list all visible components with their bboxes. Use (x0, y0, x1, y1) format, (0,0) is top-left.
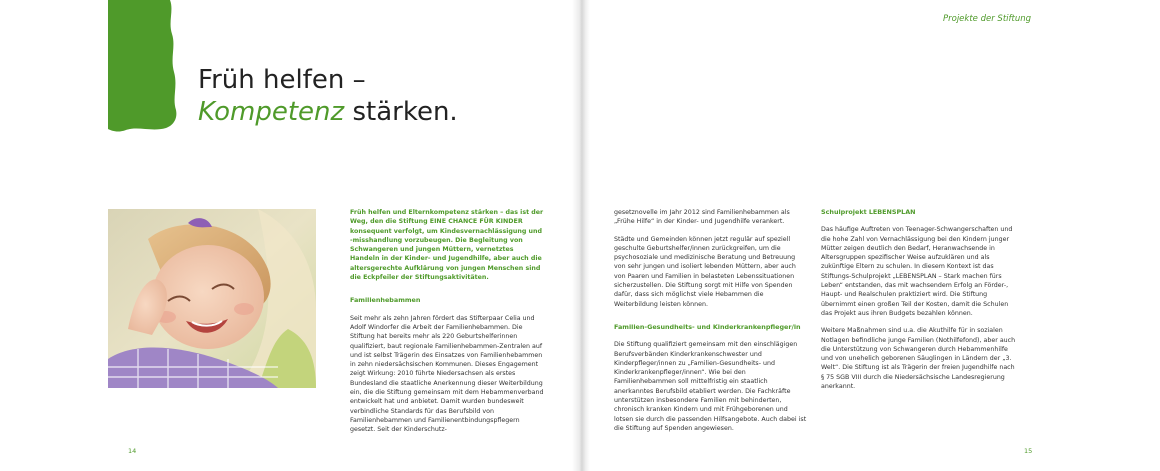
book-gutter (572, 0, 590, 471)
right-column-2 (821, 208, 1019, 399)
section-heading-pfleger: Familien-Gesundheits- und Kinderkrankenpfleger/in (614, 322, 801, 331)
right-column-1 (614, 208, 808, 441)
page-number-left: 14 (128, 447, 137, 455)
section-heading-familienhebammen: Familienhebammen (350, 296, 421, 305)
col1-paragraph-1: gesetznovelle im Jahr 2012 sind Familienhebammen als „Frühe Hilfe“ in der Kinder- und Jugendhilfe verankert. (614, 209, 790, 226)
running-header: Projekte der Stiftung (943, 14, 1032, 24)
body-paragraph: Seit mehr als zehn Jahren fördert das Stifterpaar Celia und Adolf Windorfer die Arbeit der Familienhebammen. Die Stiftung hat bereits mehr als 220 Geburtshelferinnen qualifiziert, baut regionale Familienhebammen-Zentralen auf und ist selbst Trägerin des Einsatzes von Familienhebammen in zehn niedersächsischen Kommunen. Dieses Engagement zeigt Wirkung: 2010 führte Niedersachsen als erstes Bundesland die staatliche Anerkennung dieser Weiterbildung ein, die die Stiftung gemeinsam mit dem Hebammenverband entwickelt hat und anbietet. Damit wurden bundesweit verbindliche Standards für das Berufsbild von Familienhebammen und Familienentbindungspflegern gesetzt. Seit der Kinderschutz- (350, 314, 544, 434)
intro-paragraph: Früh helfen und Elternkompetenz stärken – das ist der Weg, den die Stiftung EINE CHANCE FÜR KINDER konsequent verfolgt, um Kindesvernachlässigung und -misshandlung vorzubeugen. Die Begleitung von Schwangeren und jungen Müttern, vernetztes Handeln in der Kinder- und Jugendhilfe, aber auch die altersgerechte Aufklärung von jungen Menschen sind die Eckpfeiler der Stiftungsaktivitäten. (350, 209, 544, 282)
title-line-1: Früh helfen – (198, 65, 366, 95)
title-accent-word: Kompetenz (198, 97, 345, 127)
section-heading-lebensplan: Schulprojekt LEBENSPLAN (821, 208, 916, 216)
col2-paragraph-1: Das häufige Auftreten von Teenager-Schwangerschaften und die hohe Zahl von Vernachlässigung bei den Kindern junger Mütter zeigen deutlich den Bedarf, Heranwachsende in Altersgruppen spezifischer Weise aufzuklären und als zukünftige Eltern zu schulen. In diesem Kontext ist das Stiftungs-Schulprojekt „LEBENSPLAN – Stark machen fürs Leben“ entstanden, das mit wachsendem Erfolg an Förder-, Haupt- und Realschulen praktiziert wird. Die Stiftung übernimmt einen großen Teil der Kosten, damit die Schulen das Projekt aus ihren Budgets bezahlen können. (821, 226, 1013, 317)
page-number-right: 15 (1024, 447, 1033, 455)
baby-photo (108, 209, 316, 388)
title-rest: stärken. (344, 97, 458, 127)
left-text-column (350, 208, 545, 443)
green-tab-decoration (108, 0, 178, 133)
col2-paragraph-2: Weitere Maßnahmen sind u.a. die Akuthilfe für in sozialen Notlagen befindliche junge Familien (Nothilfefond), aber auch die Unterstützung von Schwangeren durch Hebammenhilfe und von unehelich geborenen Säuglingen in Ländern der „3. Welt“. Die Stiftung ist als Trägerin der freien Jugendhilfe nach § 75 SGB VIII durch die Niedersächsische Landesregierung anerkannt. (821, 327, 1016, 391)
page-title (198, 64, 458, 128)
col1-paragraph-2: Städte und Gemeinden können jetzt regulär auf speziell geschulte Geburtshelfer/innen zurückgreifen, um die psychosoziale und medizinische Beratung und Betreuung von sehr jungen und isoliert lebenden Müttern, aber auch von Paaren und Familien in belasteten Lebenssituationen sicherzustellen. Die Stiftung sorgt mit Hilfe von Spenden dafür, dass sich möglichst viele Hebammen die Weiterbildung leisten können. (614, 235, 796, 308)
col1-paragraph-3: Die Stiftung qualifiziert gemeinsam mit den einschlägigen Berufsverbänden Kinderkrankenschwester und Kinderpfleger/innen zu „Familien-Gesundheits- und Kinderkrankenpfleger/innen“. Wie bei den Familienhebammen soll mittelfristig ein staatlich anerkanntes Berufsbild etabliert werden. Die Fachkräfte unterstützen insbesondere Familien mit behinderten, chronisch kranken Kindern und mit Frühgeborenen und lotsen sie durch die passenden Hilfsangebote. Auch dabei ist die Stiftung auf Spenden angewiesen. (614, 341, 807, 432)
